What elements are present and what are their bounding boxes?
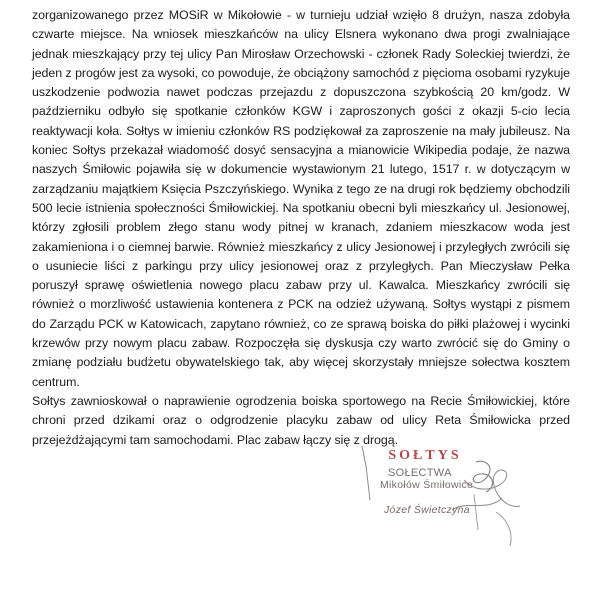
stamp-line-village: Mikołów Śmiłowice bbox=[380, 479, 474, 491]
stamp-title: SOŁTYS bbox=[388, 448, 462, 463]
stamp-signature-name: Józef Świetczyna bbox=[384, 504, 470, 516]
paragraph-closing: Sołtys zawnioskował o naprawienie ogrodzenia boiska sportowego na Recie Śmiłowickiej, które chroni przed dzikami oraz o odgrodzenie placyku zabaw od ulicy Reta Śmiłowicka przed przejeżdżającymi tam samochodami. Plac zabaw łączy się z drogą. bbox=[32, 393, 570, 447]
stamp-line-solectwa: SOŁECTWA bbox=[388, 467, 452, 479]
soltys-stamp bbox=[356, 440, 532, 552]
paragraph-main: zorganizowanego przez MOSiR w Mikołowie - w turnieju udział wzięło 8 drużyn, nasza zdobyła czwarte miejsce. Na wniosek mieszkańców na ulicy Elsnera wykonano dwa progi zwalniające jednak mieszkający przy tej ulicy Pan Mirosław Orzechowski - członek Rady Soleckiej twierdzi, że jeden z progów jest za wysoki, co powoduje, że obciążony samochód z pięcioma osobami ryzykuje uszkodzenie podwozia nawet podczas przejazdu z dopuszczona szybkością 20 km/godz. W październiku odbyło się spotkanie członków KGW i zaproszonych gości z okazji 5-cio lecia reaktywacji koła. Sołtys w imieniu członków RS podziękował za zaproszenie na mały jubileusz. Na koniec Sołtys przekazał wiadomość dosyć sensacyjna a mianowicie Wikipedia podaje, że nazwa naszych Śmiłowic pojawiła się w dokumencie wystawionym 21 lutego, 1517 r. w dotyczącym w zarządzaniu majątkiem Księcia Pszczyńskiego. Wynika z tego ze na drugi rok będziemy obchodzili 500 lecie istnienia społeczności Śmiłowickiej. Na spotkaniu obecni byli mieszkańcy ul. Jesionowej, którzy zgłosili problem złego stanu wody pitnej w kranach, zdaniem mieszkacow woda jest zakamieniona i o ciemnej barwie. Również mieszkańcy z ulicy Jesionowej i przyległych zwrócili się o usuniecie liści z parkingu przy ulicy jesionowej oraz z przyległych. Pan Mieczysław Pełka poruszył sprawę oświetlenia nowego placu zabaw przy ul. Kawalca. Mieszkańcy zwrócili się również o morzliwość ustawienia kontenera z PCK na odzież używaną. Sołtys wystąpi z pismem do Zarządu PCK w Katowicach, zapytano również, co ze sprawą boiska do piłki plażowej i wycinki krzewów przy nowym placu zabaw. Rozpoczęła się dyskusja czy warto zwrócić się do Gminy o zmianę podziału budżetu obywatelskiego tak, aby więcej skorzystały mniejsze sołectwa kosztem centrum. bbox=[32, 8, 570, 389]
document-body bbox=[32, 6, 570, 450]
